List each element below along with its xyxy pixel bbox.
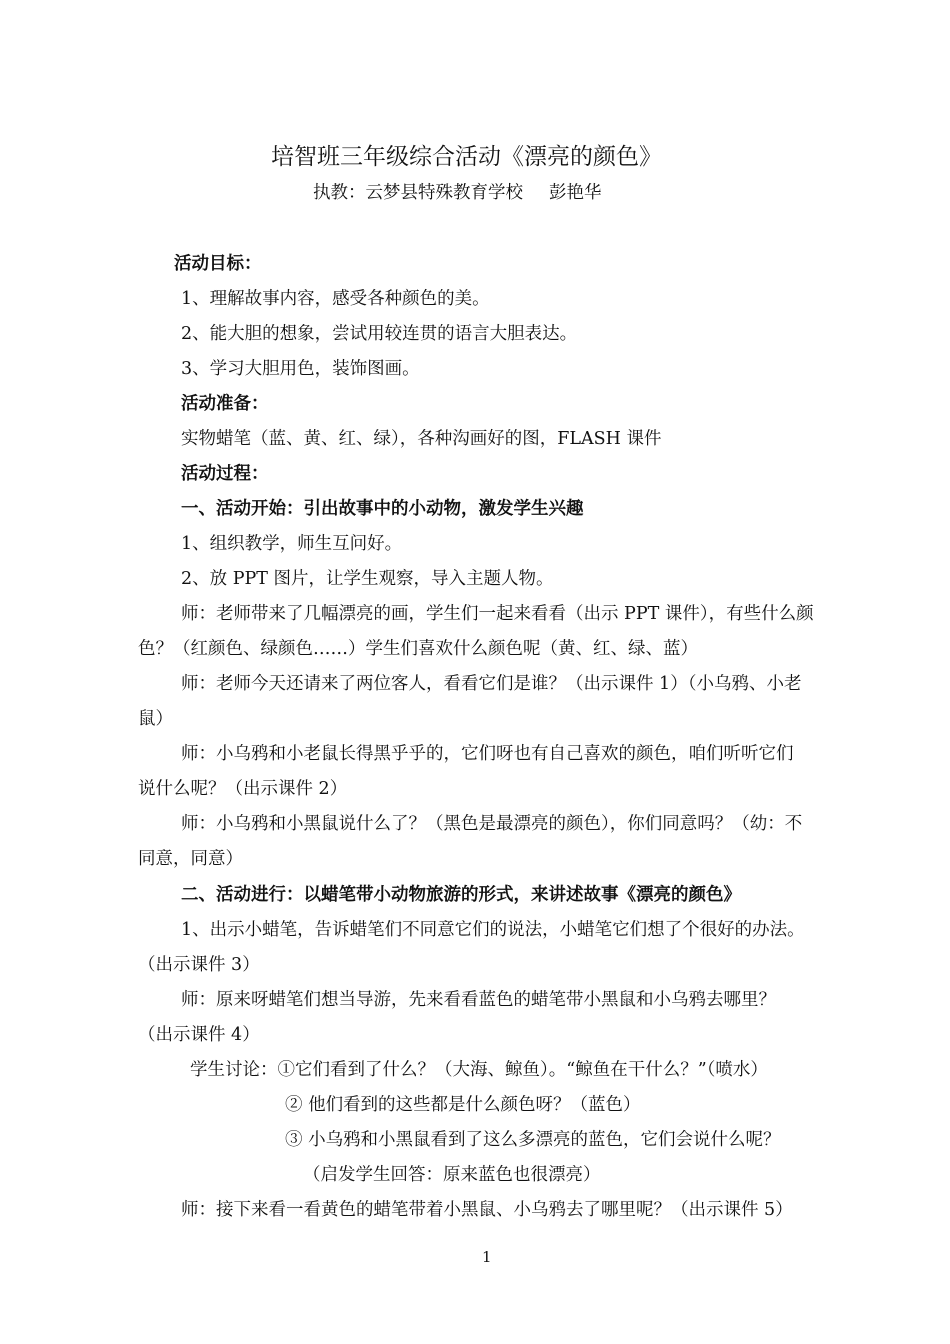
goal-item: 2、能大胆的想象，尝试用较连贯的语言大胆表达。 <box>181 324 578 344</box>
paragraph-line: （出示课件 4） <box>138 1025 260 1045</box>
paragraph-line: 1、出示小蜡笔，告诉蜡笔们不同意它们的说法，小蜡笔它们想了个很好的办法。 <box>181 920 805 940</box>
section-heading-preparation: 活动准备： <box>181 394 269 414</box>
preparation-text: 实物蜡笔（蓝、黄、红、绿），各种沟画好的图，FLASH 课件 <box>181 429 662 449</box>
paragraph-line: 2、放 PPT 图片，让学生观察，导入主题人物。 <box>181 569 554 589</box>
author-name: 彭艳华 <box>549 183 602 203</box>
paragraph-line: 色？（红颜色、绿颜色……）学生们喜欢什么颜色呢（黄、红、绿、蓝） <box>138 639 698 659</box>
section-heading-process: 活动过程： <box>181 464 269 484</box>
paragraph-line: 说什么呢？（出示课件 2） <box>138 779 348 799</box>
discussion-line: ② 他们看到的这些都是什么颜色呀？（蓝色） <box>285 1095 641 1115</box>
author-line <box>313 181 602 205</box>
paragraph-line: （出示课件 3） <box>138 955 260 975</box>
goal-item: 1、理解故事内容，感受各种颜色的美。 <box>181 289 490 309</box>
author-school: 执教：云梦县特殊教育学校 <box>313 183 523 203</box>
process-step-heading: 一、活动开始：引出故事中的小动物，激发学生兴趣 <box>181 499 584 519</box>
discussion-line: ③ 小乌鸦和小黑鼠看到了这么多漂亮的蓝色，它们会说什么呢？ <box>285 1130 781 1150</box>
paragraph-line: 师：原来呀蜡笔们想当导游，先来看看蓝色的蜡笔带小黑鼠和小乌鸦去哪里？ <box>181 990 776 1010</box>
paragraph-line: 师：接下来看一看黄色的蜡笔带着小黑鼠、小乌鸦去了哪里呢？（出示课件 5） <box>181 1200 793 1220</box>
discussion-line: 学生讨论：①它们看到了什么？（大海、鲸鱼）。“鲸鱼在干什么？”（喷水） <box>190 1060 768 1080</box>
paragraph-line: 鼠） <box>138 709 173 729</box>
page-number: 1 <box>482 1248 492 1266</box>
discussion-line: （启发学生回答：原来蓝色也很漂亮） <box>303 1165 601 1185</box>
paragraph-line: 同意，同意） <box>138 849 243 869</box>
paragraph-line: 师：老师今天还请来了两位客人，看看它们是谁？（出示课件 1）（小乌鸦、小老 <box>181 674 802 694</box>
section-heading-goals: 活动目标： <box>174 254 262 274</box>
paragraph-line: 师：小乌鸦和小老鼠长得黑乎乎的，它们呀也有自己喜欢的颜色，咱们听听它们 <box>181 744 794 764</box>
paragraph-line: 1、组织教学，师生互问好。 <box>181 534 403 554</box>
goal-item: 3、学习大胆用色，装饰图画。 <box>181 359 420 379</box>
document-title: 培智班三年级综合活动《漂亮的颜色》 <box>271 144 662 170</box>
paragraph-line: 师：老师带来了几幅漂亮的画，学生们一起来看看（出示 PPT 课件），有些什么颜 <box>181 604 814 624</box>
process-step-heading: 二、活动进行：以蜡笔带小动物旅游的形式，来讲述故事《漂亮的颜色》 <box>181 885 741 905</box>
paragraph-line: 师：小乌鸦和小黑鼠说什么了？（黑色是最漂亮的颜色），你们同意吗？（幼：不 <box>181 814 803 834</box>
